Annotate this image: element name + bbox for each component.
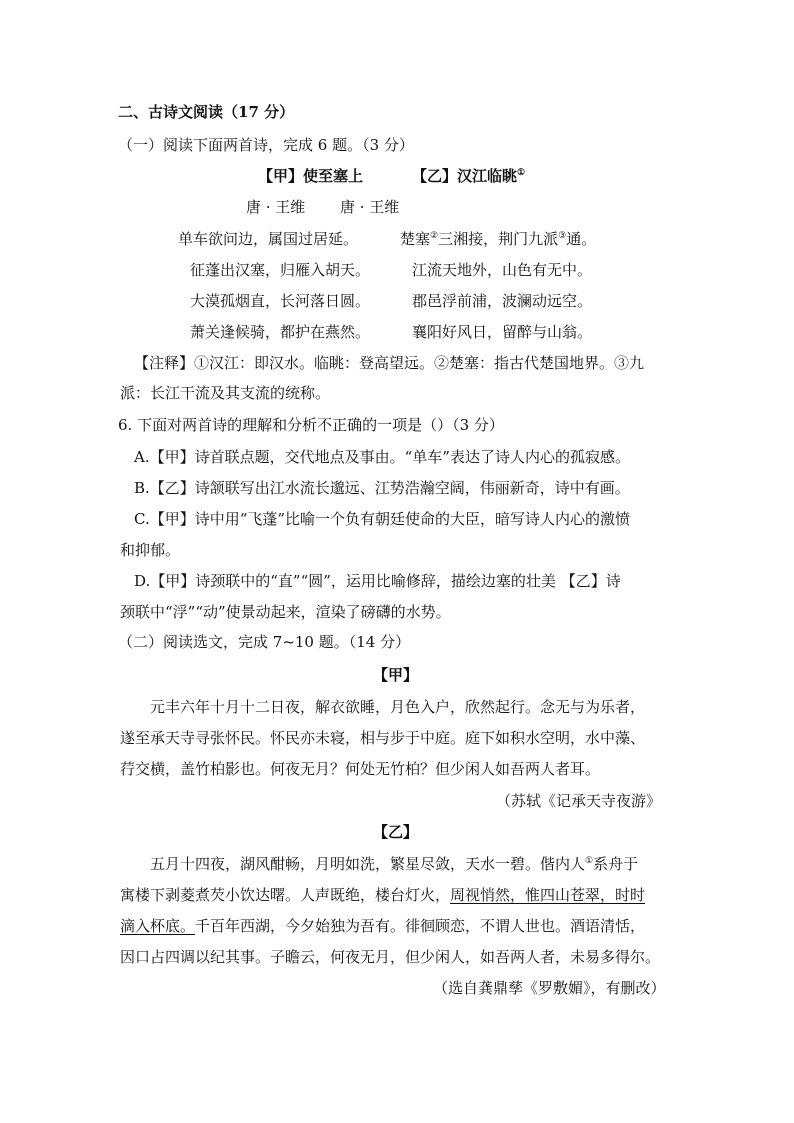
- text-b-line: 寓楼下剥菱煮芡小饮达曙。人声既绝，楼台灯火，周视悄然，惟四山苍翠，时时: [120, 886, 646, 904]
- text-a-label: 【甲】: [373, 666, 419, 684]
- part1-instruction: （一）阅读下面两首诗，完成 6 题。（3 分）: [118, 136, 414, 154]
- option-a: A.【甲】诗首联点题，交代地点及事由。“单车”表达了诗人内心的孤寂感。: [134, 448, 630, 466]
- underlined-phrase: 滴入杯底。: [120, 917, 196, 935]
- poem-b-line: 楚塞②三湘接，荆门九派③通。: [400, 230, 597, 248]
- poem-b-line: 江流天地外，山色有无中。: [412, 261, 593, 279]
- text-a-source: （苏轼《记承天寺夜游》: [496, 792, 662, 810]
- text-b-label: 【乙】: [373, 823, 419, 841]
- underlined-phrase: 周视悄然，惟四山苍翠，时时: [450, 886, 646, 904]
- poem-b-line: 郡邑浮前浦，波澜动远空。: [412, 292, 593, 310]
- poem-b-line: 襄阳好风日，留醉与山翁。: [412, 323, 593, 341]
- question-6-stem: 6. 下面对两首诗的理解和分析不正确的一项是（）（3 分）: [118, 416, 504, 434]
- text-b-source: （选自龚鼎孳《罗敷媚》，有删改）: [433, 979, 666, 997]
- text-b-line: 因口占四调以纪其事。子瞻云，何夜无月，但少闲人，如吾两人者，未易多得尔。: [120, 948, 661, 966]
- section-title: 二、古诗文阅读（17 分）: [118, 103, 295, 121]
- poem-a-line: 萧关逢候骑，都护在燕然。: [190, 323, 371, 341]
- poem-a-line: 大漠孤烟直，长河落日圆。: [190, 292, 371, 310]
- option-d: D.【甲】诗颈联中的“直”“圆”，运用比喻修辞，描绘边塞的壮美 【乙】诗: [134, 572, 621, 590]
- poem-a-author: 唐 · 王维: [246, 198, 306, 216]
- poem-a-title: 【甲】使至塞上: [258, 167, 364, 185]
- text-a-line: 元丰六年十月十二日夜，解衣欲睡，月色入户，欣然起行。念无与为乐者，: [150, 698, 646, 716]
- text-b-line: 五月十四夜，湖风酣畅，月明如洗，繁星尽敛，天水一碧。偕内人①系舟于: [150, 855, 639, 873]
- text-a-line: 荇交横，盖竹柏影也。何夜无月？何处无竹柏？但少闲人如吾两人者耳。: [120, 760, 601, 778]
- option-b: B.【乙】诗颔联写出江水流长邈远、江势浩瀚空阔，伟丽新奇，诗中有画。: [134, 479, 630, 497]
- option-c: 和抑郁。: [120, 541, 181, 559]
- option-d: 颈联中“浮”“动”使景动起来，渲染了磅礴的水势。: [120, 603, 451, 621]
- poem-notes: 派：长江干流及其支流的统称。: [120, 384, 331, 402]
- poem-a-line: 征蓬出汉塞，归雁入胡天。: [190, 261, 371, 279]
- text-a-line: 遂至承天寺寻张怀民。怀民亦未寝，相与步于中庭。庭下如积水空明，水中藻、: [120, 729, 646, 747]
- text-b-line: 滴入杯底。千百年西湖，今夕始独为吾有。徘徊顾恋，不谓人世也。酒语清恬，: [120, 917, 646, 935]
- poem-b-title: 【乙】汉江临眺①: [412, 167, 526, 185]
- part2-instruction: （二）阅读选文，完成 7~10 题。（14 分）: [118, 633, 411, 651]
- option-c: C.【甲】诗中用“飞蓬”比喻一个负有朝廷使命的大臣，暗写诗人内心的激愤: [134, 510, 631, 528]
- poem-b-author: 唐 · 王维: [340, 198, 400, 216]
- poem-notes: 【注释】①汉江：即汉水。临眺：登高望远。②楚塞：指古代楚国地界。③九: [134, 354, 645, 372]
- poem-a-line: 单车欲问边，属国过居延。: [178, 230, 359, 248]
